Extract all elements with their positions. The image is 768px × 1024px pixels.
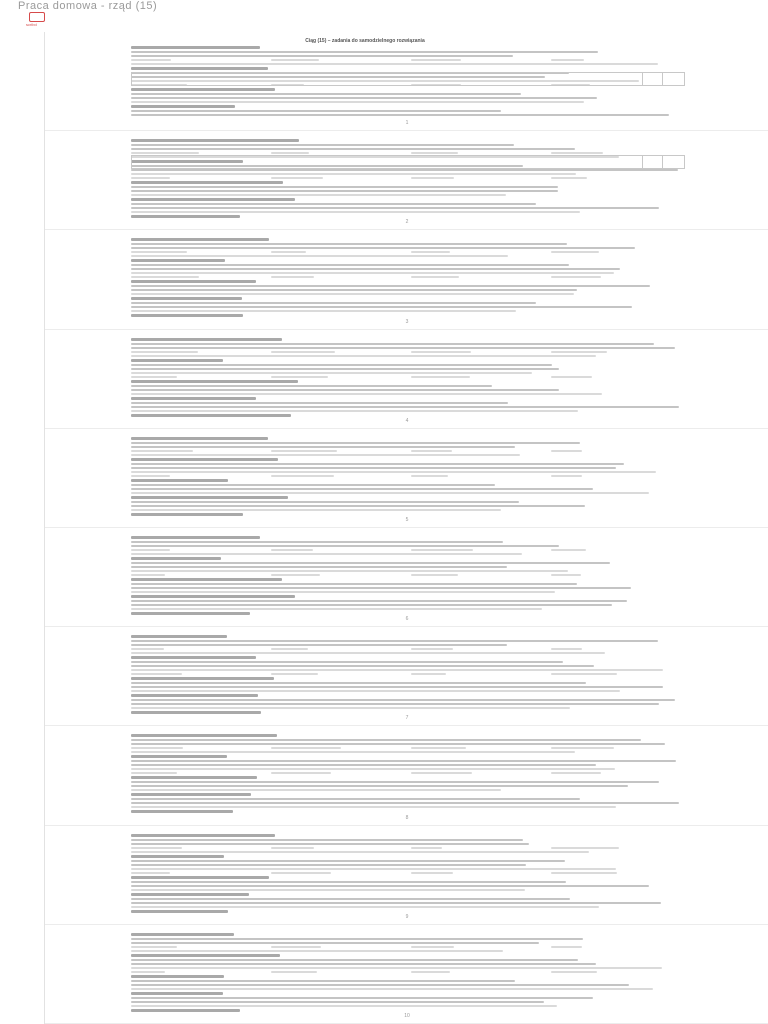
problem-heading-line bbox=[131, 513, 243, 516]
text-line bbox=[131, 255, 508, 257]
page-number: 10 bbox=[404, 1012, 410, 1019]
text-line bbox=[131, 806, 616, 808]
problem-heading-line bbox=[131, 105, 235, 108]
answer-option-line bbox=[271, 475, 334, 477]
answer-option-line bbox=[271, 276, 314, 278]
answer-option-line bbox=[131, 59, 171, 61]
answer-option-line bbox=[411, 59, 461, 61]
answer-option-line bbox=[131, 450, 193, 452]
text-line bbox=[131, 570, 568, 572]
answer-option-line bbox=[271, 450, 337, 452]
table-column-divider bbox=[642, 156, 643, 168]
problem-heading-line bbox=[131, 414, 291, 417]
text-line bbox=[131, 302, 536, 304]
text-line bbox=[131, 289, 577, 291]
answer-option-line bbox=[271, 971, 317, 973]
answer-option-line bbox=[271, 574, 320, 576]
problem-heading-line bbox=[131, 876, 269, 879]
problem-heading-line bbox=[131, 238, 269, 241]
text-line bbox=[131, 798, 580, 800]
answer-option-line bbox=[551, 59, 584, 61]
table-column-divider bbox=[662, 156, 663, 168]
problem-heading-line bbox=[131, 810, 233, 813]
text-line bbox=[131, 669, 663, 671]
answer-option-line bbox=[411, 450, 452, 452]
answer-option-line bbox=[411, 376, 470, 378]
answer-option-line bbox=[271, 648, 308, 650]
page-number: 5 bbox=[405, 516, 409, 523]
text-line bbox=[131, 864, 526, 866]
text-line bbox=[131, 268, 620, 270]
problem-heading-line bbox=[131, 1009, 240, 1012]
text-line bbox=[131, 190, 558, 192]
text-line bbox=[131, 608, 542, 610]
page-number: 6 bbox=[405, 616, 409, 623]
answer-option-line bbox=[131, 376, 177, 378]
text-line bbox=[131, 587, 631, 589]
answer-option-line bbox=[551, 747, 614, 749]
answer-option-line bbox=[551, 574, 581, 576]
problem-heading-line bbox=[131, 437, 268, 440]
text-line bbox=[131, 402, 508, 404]
problem-heading-line bbox=[131, 595, 295, 598]
text-line bbox=[131, 545, 559, 547]
answer-option-line bbox=[131, 648, 164, 650]
text-line bbox=[131, 454, 520, 456]
text-line bbox=[131, 1005, 557, 1007]
page-number: 8 bbox=[405, 814, 409, 821]
text-line bbox=[131, 144, 514, 146]
text-line bbox=[131, 768, 615, 770]
text-line bbox=[131, 203, 536, 205]
text-line bbox=[131, 665, 594, 667]
text-line bbox=[131, 264, 569, 266]
text-line bbox=[131, 114, 669, 116]
text-line bbox=[131, 310, 516, 312]
answer-option-line bbox=[411, 475, 448, 477]
problem-heading-line bbox=[131, 711, 261, 714]
answer-option-line bbox=[131, 276, 199, 278]
problem-heading-line bbox=[131, 46, 260, 49]
text-line bbox=[131, 562, 610, 564]
text-line bbox=[131, 110, 501, 112]
text-line bbox=[131, 686, 663, 688]
problem-heading-line bbox=[131, 612, 250, 615]
text-line bbox=[131, 247, 635, 249]
problem-heading-line bbox=[131, 181, 283, 184]
answer-option-line bbox=[131, 847, 182, 849]
answer-option-line bbox=[551, 376, 592, 378]
answer-option-line bbox=[551, 152, 603, 154]
document-page bbox=[45, 528, 768, 627]
answer-option-line bbox=[271, 177, 323, 179]
text-line bbox=[131, 501, 519, 503]
text-line bbox=[131, 881, 566, 883]
text-line bbox=[131, 690, 620, 692]
answer-option-line bbox=[411, 847, 442, 849]
problem-heading-line bbox=[131, 458, 278, 461]
text-line bbox=[131, 148, 575, 150]
answer-option-line bbox=[131, 177, 170, 179]
problem-heading-line bbox=[131, 656, 256, 659]
text-line bbox=[131, 364, 552, 366]
page-heading: Ciąg (15) – zadania do samodzielnego rozwiązania bbox=[305, 38, 425, 44]
document-page bbox=[45, 131, 768, 230]
answer-option-line bbox=[551, 847, 619, 849]
answer-option-line bbox=[131, 946, 177, 948]
answer-option-line bbox=[131, 872, 170, 874]
text-line bbox=[131, 51, 598, 53]
problem-heading-line bbox=[131, 479, 228, 482]
answer-option-line bbox=[551, 351, 607, 353]
text-line bbox=[131, 959, 578, 961]
answer-option-line bbox=[411, 872, 453, 874]
text-line bbox=[131, 207, 659, 209]
logo-mark-icon bbox=[29, 12, 45, 22]
answer-option-line bbox=[411, 549, 473, 551]
text-line bbox=[131, 488, 593, 490]
answer-option-line bbox=[551, 177, 587, 179]
text-line bbox=[131, 942, 539, 944]
text-line bbox=[131, 186, 558, 188]
answer-option-line bbox=[271, 747, 341, 749]
answer-option-line bbox=[551, 872, 617, 874]
answer-option-line bbox=[411, 747, 466, 749]
problem-heading-line bbox=[131, 215, 240, 218]
text-line bbox=[131, 802, 679, 804]
answer-option-line bbox=[131, 574, 165, 576]
answer-option-line bbox=[551, 648, 582, 650]
text-line bbox=[131, 785, 628, 787]
text-line bbox=[131, 640, 658, 642]
text-line bbox=[131, 355, 596, 357]
text-line bbox=[131, 591, 555, 593]
text-line bbox=[131, 661, 563, 663]
text-line bbox=[131, 600, 627, 602]
problem-heading-line bbox=[131, 280, 256, 283]
answer-option-line bbox=[271, 772, 331, 774]
problem-heading-line bbox=[131, 910, 228, 913]
text-line bbox=[131, 101, 584, 103]
document-page bbox=[45, 330, 768, 429]
logo-text: scribd bbox=[26, 22, 37, 27]
problem-heading-line bbox=[131, 834, 275, 837]
answer-option-line bbox=[131, 971, 165, 973]
text-line bbox=[131, 393, 602, 395]
text-line bbox=[131, 93, 521, 95]
answer-option-line bbox=[411, 152, 458, 154]
text-line bbox=[131, 860, 565, 862]
text-line bbox=[131, 406, 679, 408]
problem-heading-line bbox=[131, 793, 251, 796]
problem-heading-line bbox=[131, 314, 243, 317]
text-line bbox=[131, 889, 525, 891]
text-line bbox=[131, 442, 580, 444]
problem-heading-line bbox=[131, 139, 299, 142]
answer-option-line bbox=[131, 772, 177, 774]
problem-heading-line bbox=[131, 855, 224, 858]
text-line bbox=[131, 906, 599, 908]
document-page bbox=[45, 429, 768, 528]
text-line bbox=[131, 194, 506, 196]
problem-heading-line bbox=[131, 677, 274, 680]
text-line bbox=[131, 967, 662, 969]
page-number: 7 bbox=[405, 715, 409, 722]
text-line bbox=[131, 541, 503, 543]
text-line bbox=[131, 984, 629, 986]
text-line bbox=[131, 1001, 544, 1003]
text-line bbox=[131, 781, 659, 783]
page-number: 9 bbox=[405, 913, 409, 920]
answer-option-line bbox=[131, 549, 170, 551]
answer-option-line bbox=[551, 251, 599, 253]
text-line bbox=[131, 347, 675, 349]
problem-heading-line bbox=[131, 297, 242, 300]
answer-option-line bbox=[411, 276, 459, 278]
text-line bbox=[131, 902, 661, 904]
answer-option-line bbox=[551, 276, 601, 278]
top-header bbox=[0, 0, 768, 28]
problem-heading-line bbox=[131, 67, 268, 70]
answer-option-line bbox=[411, 251, 450, 253]
text-line bbox=[131, 839, 523, 841]
text-line bbox=[131, 898, 570, 900]
text-line bbox=[131, 743, 665, 745]
text-line bbox=[131, 652, 605, 654]
text-line bbox=[131, 703, 659, 705]
text-line bbox=[131, 63, 658, 65]
text-line bbox=[131, 389, 559, 391]
text-line bbox=[131, 173, 576, 175]
problem-heading-line bbox=[131, 359, 223, 362]
document-page bbox=[45, 925, 768, 1024]
answer-option-line bbox=[271, 847, 314, 849]
answer-option-line bbox=[551, 971, 597, 973]
answer-option-line bbox=[551, 673, 617, 675]
text-line bbox=[131, 851, 589, 853]
answer-option-line bbox=[411, 673, 446, 675]
answer-option-line bbox=[411, 177, 454, 179]
text-line bbox=[131, 868, 616, 870]
answer-option-line bbox=[411, 648, 453, 650]
problem-heading-line bbox=[131, 776, 257, 779]
text-line bbox=[131, 988, 653, 990]
text-line bbox=[131, 751, 575, 753]
text-line bbox=[131, 169, 678, 171]
text-line bbox=[131, 484, 495, 486]
page-number: 4 bbox=[405, 417, 409, 424]
problem-heading-line bbox=[131, 992, 223, 995]
answer-option-line bbox=[271, 251, 306, 253]
answer-option-line bbox=[131, 152, 199, 154]
document-page bbox=[45, 826, 768, 925]
problem-heading-line bbox=[131, 338, 282, 341]
text-line bbox=[131, 789, 501, 791]
text-line bbox=[131, 980, 515, 982]
text-line bbox=[131, 760, 676, 762]
text-line bbox=[131, 997, 593, 999]
table-column-divider bbox=[642, 73, 643, 85]
text-line bbox=[131, 764, 596, 766]
problem-heading-line bbox=[131, 954, 280, 957]
answer-option-line bbox=[271, 549, 313, 551]
answer-option-line bbox=[551, 475, 582, 477]
text-line bbox=[131, 385, 492, 387]
problem-heading-line bbox=[131, 397, 256, 400]
answer-option-line bbox=[271, 152, 309, 154]
text-line bbox=[131, 843, 529, 845]
answer-option-line bbox=[271, 946, 321, 948]
answer-option-line bbox=[411, 351, 471, 353]
problem-heading-line bbox=[131, 198, 295, 201]
text-line bbox=[131, 343, 654, 345]
answer-option-line bbox=[271, 673, 318, 675]
problem-heading-line bbox=[131, 496, 288, 499]
data-table bbox=[131, 155, 685, 169]
problem-heading-line bbox=[131, 536, 260, 539]
text-line bbox=[131, 566, 507, 568]
text-line bbox=[131, 272, 614, 274]
text-line bbox=[131, 950, 503, 952]
answer-option-line bbox=[271, 872, 331, 874]
problem-heading-line bbox=[131, 933, 234, 936]
document-page bbox=[45, 627, 768, 726]
site-logo[interactable] bbox=[26, 12, 48, 28]
text-line bbox=[131, 463, 624, 465]
answer-option-line bbox=[551, 549, 586, 551]
text-line bbox=[131, 211, 580, 213]
answer-option-line bbox=[411, 772, 472, 774]
document-page bbox=[45, 726, 768, 825]
page-number: 1 bbox=[405, 120, 409, 127]
text-line bbox=[131, 293, 574, 295]
text-line bbox=[131, 938, 583, 940]
answer-option-line bbox=[131, 747, 183, 749]
answer-option-line bbox=[131, 475, 170, 477]
document-page bbox=[45, 32, 768, 131]
answer-option-line bbox=[131, 351, 198, 353]
text-line bbox=[131, 410, 578, 412]
problem-heading-line bbox=[131, 557, 221, 560]
answer-option-line bbox=[551, 946, 582, 948]
answer-option-line bbox=[271, 351, 335, 353]
text-line bbox=[131, 446, 515, 448]
problem-heading-line bbox=[131, 635, 227, 638]
page-number: 3 bbox=[405, 318, 409, 325]
text-line bbox=[131, 699, 675, 701]
text-line bbox=[131, 509, 501, 511]
answer-option-line bbox=[411, 946, 454, 948]
problem-heading-line bbox=[131, 380, 298, 383]
problem-heading-line bbox=[131, 88, 275, 91]
text-line bbox=[131, 553, 522, 555]
text-line bbox=[131, 682, 586, 684]
answer-option-line bbox=[551, 772, 601, 774]
problem-heading-line bbox=[131, 259, 225, 262]
text-line bbox=[131, 368, 559, 370]
text-line bbox=[131, 604, 612, 606]
text-line bbox=[131, 243, 567, 245]
document-page bbox=[45, 230, 768, 329]
answer-option-line bbox=[411, 971, 450, 973]
answer-option-line bbox=[411, 574, 458, 576]
text-line bbox=[131, 644, 507, 646]
page-number: 2 bbox=[405, 219, 409, 226]
problem-heading-line bbox=[131, 734, 277, 737]
answer-option-line bbox=[551, 450, 582, 452]
text-line bbox=[131, 505, 585, 507]
text-line bbox=[131, 372, 532, 374]
text-line bbox=[131, 963, 596, 965]
text-line bbox=[131, 707, 570, 709]
text-line bbox=[131, 306, 632, 308]
problem-heading-line bbox=[131, 975, 224, 978]
answer-option-line bbox=[271, 59, 319, 61]
data-table bbox=[131, 72, 685, 86]
text-line bbox=[131, 55, 513, 57]
text-line bbox=[131, 583, 577, 585]
answer-option-line bbox=[131, 251, 187, 253]
text-line bbox=[131, 739, 641, 741]
problem-heading-line bbox=[131, 893, 249, 896]
problem-heading-line bbox=[131, 755, 227, 758]
text-line bbox=[131, 97, 597, 99]
answer-option-line bbox=[271, 376, 328, 378]
problem-heading-line bbox=[131, 694, 258, 697]
text-line bbox=[131, 492, 649, 494]
text-line bbox=[131, 885, 649, 887]
document-viewer[interactable] bbox=[44, 32, 768, 1024]
document-title: Praca domowa - rząd (15) bbox=[18, 0, 158, 12]
problem-heading-line bbox=[131, 578, 282, 581]
text-line bbox=[131, 285, 650, 287]
text-line bbox=[131, 471, 656, 473]
table-column-divider bbox=[662, 73, 663, 85]
text-line bbox=[131, 467, 616, 469]
answer-option-line bbox=[131, 673, 182, 675]
